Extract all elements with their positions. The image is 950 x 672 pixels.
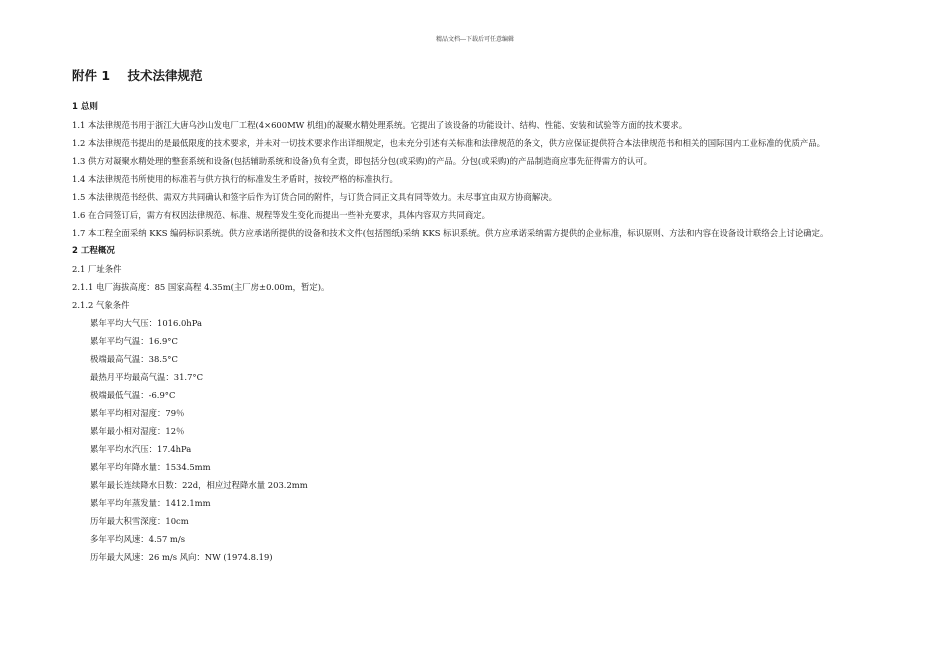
paragraph-1-5: 1.5 本法律规范书经供、需双方共同确认和签字后作为订货合同的附件，与订货合同正文具有同等效力。未尽事宜由双方协商解决。 (72, 192, 557, 202)
weather-item: 累年平均相对湿度：79％ (90, 408, 185, 418)
paragraph-1-6: 1.6 在合同签订后，需方有权因法律规范、标准、规程等发生变化而提出一些补充要求，具体内容双方共同商定。 (72, 210, 490, 220)
weather-item: 累年平均大气压：1016.0hPa (90, 318, 202, 328)
weather-item: 累年平均年蒸发量：1412.1mm (90, 498, 211, 508)
paragraph-1-3: 1.3 供方对凝聚水精处理的整套系统和设备(包括辅助系统和设备)负有全责，即包括分包(或采购)的产品。分包(或采购)的产品制造商应事先征得需方的认可。 (72, 156, 652, 166)
weather-item: 极端最低气温：-6.9°C (90, 390, 176, 400)
section-heading-general: 1 总则 (72, 102, 98, 112)
weather-item: 累年最长连续降水日数：22d，相应过程降水量 203.2mm (90, 480, 308, 490)
weather-item: 累年最小相对湿度：12％ (90, 426, 185, 436)
paragraph-1-7: 1.7 本工程全面采纳 KKS 编码标识系统。供方应承诺所提供的设备和技术文件(包括图纸)采纳 KKS 标识系统。供方应承诺采纳需方提供的企业标准，标识原则、方法和内容在设备设计联络会上讨论确定。 (72, 228, 829, 238)
paragraph-1-2: 1.2 本法律规范书提出的是最低限度的技术要求，并未对一切技术要求作出详细规定，也未充分引述有关标准和法律规范的条文，供方应保证提供符合本法律规范书和相关的国际国内工业标准的优质产品。 (72, 138, 825, 148)
weather-item: 累年平均气温：16.9°C (90, 336, 178, 346)
document-title: 附件 1 技术法律规范 (72, 68, 203, 83)
subsection-meteorological-conditions: 2.1.2 气象条件 (72, 300, 130, 310)
paragraph-1-1: 1.1 本法律规范书用于浙江大唐乌沙山发电厂工程(4×600MW 机组)的凝聚水精处理系统。它提出了该设备的功能设计、结构、性能、安装和试验等方面的技术要求。 (72, 120, 688, 130)
document-body (72, 68, 902, 566)
weather-item: 多年平均风速：4.57 m/s (90, 534, 185, 544)
weather-item: 极端最高气温：38.5°C (90, 354, 178, 364)
paragraph-1-4: 1.4 本法律规范书所使用的标准若与供方执行的标准发生矛盾时，按较严格的标准执行。 (72, 174, 398, 184)
weather-item: 历年最大积雪深度：10cm (90, 516, 189, 526)
weather-item: 累年平均年降水量：1534.5mm (90, 462, 211, 472)
subsection-site-conditions: 2.1 厂址条件 (72, 264, 122, 274)
header-note: 精品文档---下载后可任意编辑 (435, 36, 515, 43)
paragraph-2-1-1: 2.1.1 电厂海拔高度：85 国家高程 4.35m(主厂房±0.00m，暂定)。 (72, 282, 330, 292)
section-heading-project-overview: 2 工程概况 (72, 246, 115, 256)
weather-item: 累年平均水汽压：17.4hPa (90, 444, 192, 454)
weather-item: 最热月平均最高气温：31.7°C (90, 372, 203, 382)
weather-item: 历年最大风速：26 m/s 风向：NW (1974.8.19) (90, 552, 273, 562)
